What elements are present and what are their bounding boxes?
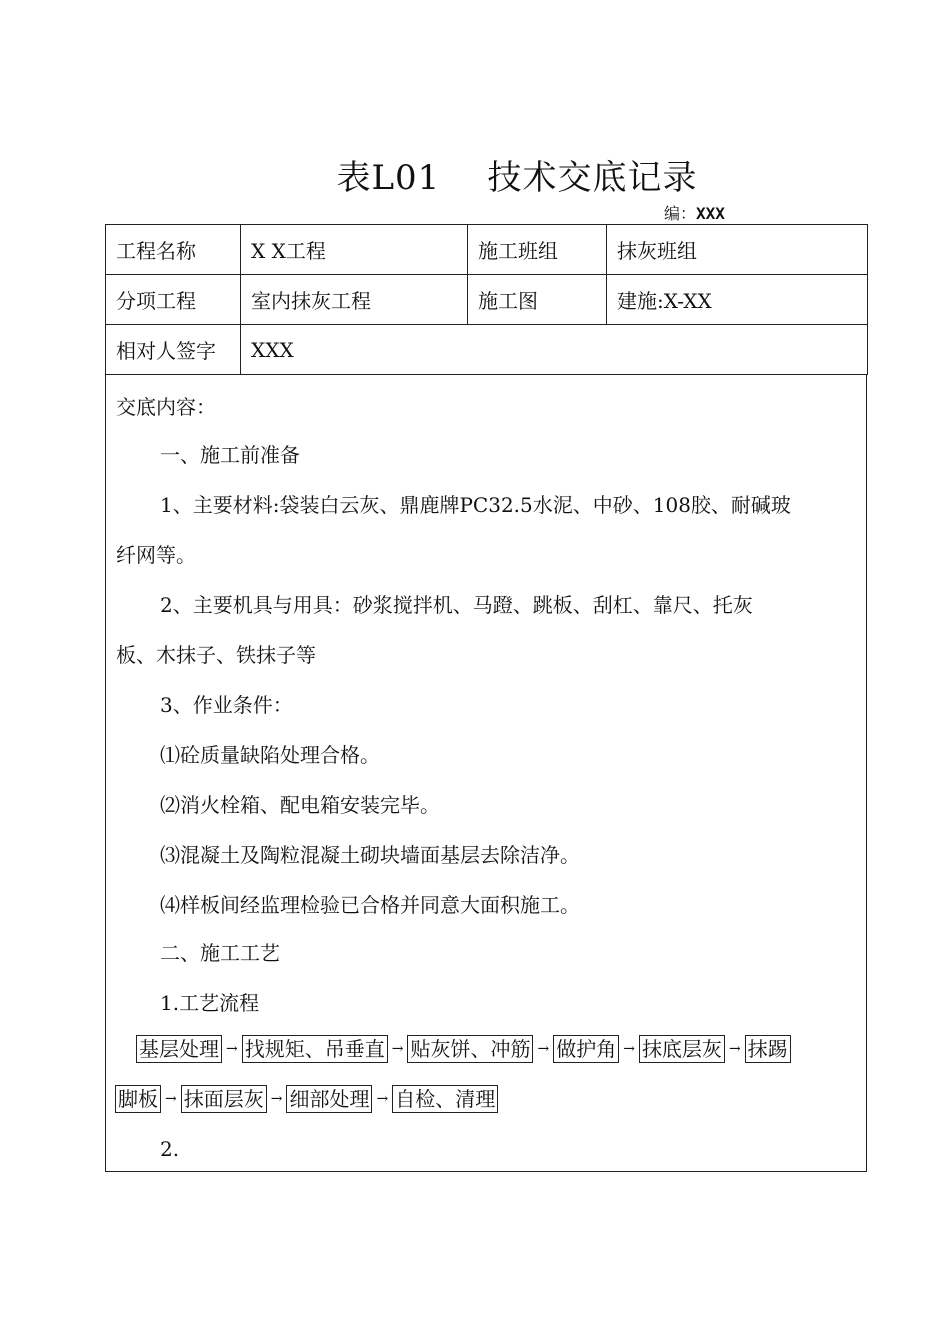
flow-arrow-icon: →: [728, 1041, 741, 1057]
flow-arrow-icon: →: [376, 1091, 389, 1107]
flow-step: 基层处理: [136, 1035, 222, 1063]
flow-step: 抹面层灰: [181, 1085, 267, 1113]
condition-item: ⑶混凝土及陶粒混凝土砌块墙面基层去除洁净。: [160, 843, 580, 867]
condition-item: ⑵消火栓箱、配电箱安装完毕。: [160, 793, 440, 817]
next-item: 2.: [160, 1137, 180, 1161]
project-name-label: 工程名称: [106, 225, 241, 275]
conditions-heading: 3、作业条件：: [160, 693, 293, 717]
flow-arrow-icon: →: [537, 1041, 550, 1057]
drawing-value: 建施:X-XX: [607, 275, 868, 325]
process-flow-row-1: [136, 1035, 791, 1063]
flow-arrow-icon: →: [226, 1041, 238, 1057]
flow-step: 找规矩、吊垂直: [242, 1035, 388, 1063]
flow-arrow-icon: →: [391, 1041, 404, 1057]
flow-title: 1.工艺流程: [160, 991, 260, 1015]
condition-item: ⑷样板间经监理检验已合格并同意大面积施工。: [160, 893, 580, 917]
table-row: [106, 325, 868, 375]
info-table: [105, 224, 868, 375]
table-row: [106, 225, 868, 275]
flow-step: 细部处理: [286, 1085, 372, 1113]
flow-step: 贴灰饼、冲筋: [407, 1035, 533, 1063]
flow-step: 抹踢: [745, 1035, 791, 1063]
section-heading-2: 二、施工工艺: [160, 941, 280, 965]
process-flow-row-2: [115, 1085, 498, 1113]
signature-value: XXX: [241, 325, 868, 375]
code-label: 编：: [664, 204, 697, 223]
code-value: XXX: [696, 204, 725, 223]
content-heading: 交底内容：: [116, 395, 216, 419]
drawing-label: 施工图: [468, 275, 607, 325]
section-heading-1: 一、施工前准备: [160, 443, 300, 467]
sub-project-label: 分项工程: [106, 275, 241, 325]
signature-label: 相对人签字: [106, 325, 241, 375]
flow-step: 做护角: [553, 1035, 619, 1063]
tools-line-1: 2、主要机具与用具：砂浆搅拌机、马蹬、跳板、刮杠、靠尺、托灰: [160, 593, 753, 617]
materials-line-2: 纤网等。: [116, 543, 196, 567]
content-box: [105, 375, 867, 1172]
project-name-value: X X工程: [241, 225, 468, 275]
team-label: 施工班组: [468, 225, 607, 275]
flow-step: 自检、清理: [392, 1085, 498, 1113]
document-code: [664, 201, 725, 224]
condition-item: ⑴砼质量缺陷处理合格。: [160, 743, 380, 767]
tools-line-2: 板、木抹子、铁抹子等: [116, 643, 316, 667]
flow-step: 抹底层灰: [639, 1035, 725, 1063]
document-title: 表L01 技术交底记录: [336, 158, 698, 198]
flow-step: 脚板: [115, 1085, 161, 1113]
flow-arrow-icon: →: [623, 1041, 635, 1057]
flow-arrow-icon: →: [270, 1091, 283, 1107]
team-value: 抹灰班组: [607, 225, 868, 275]
table-row: [106, 275, 868, 325]
materials-line-1: 1、主要材料:袋装白云灰、鼎鹿牌PC32.5水泥、中砂、108胶、耐碱玻: [160, 493, 791, 517]
flow-arrow-icon: →: [165, 1091, 177, 1107]
sub-project-value: 室内抹灰工程: [241, 275, 468, 325]
